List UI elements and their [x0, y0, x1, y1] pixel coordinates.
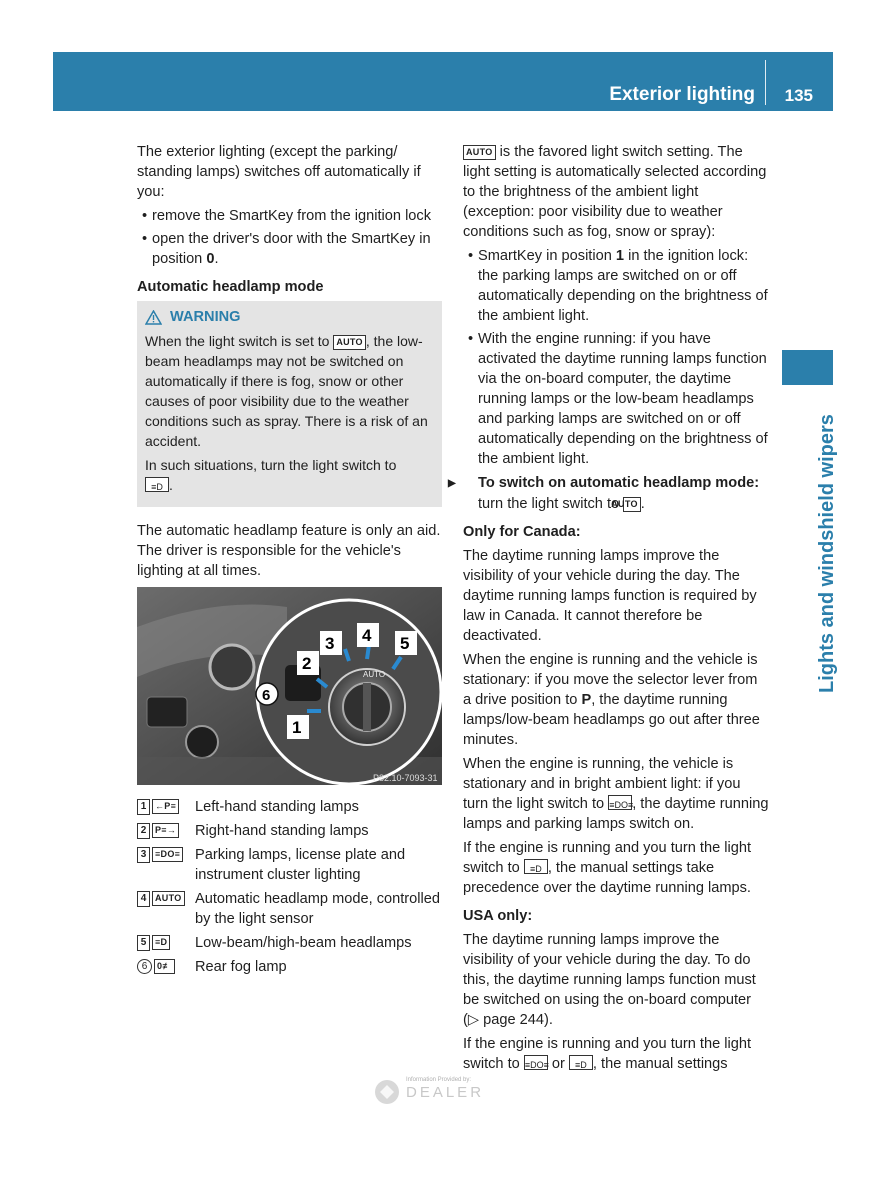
low-beam-symbol-icon: ≡D: [569, 1055, 593, 1070]
paragraph: The daytime running lamps improve the visibility of your vehicle during the day. The daytime running lamps function is required by law in Canada. It cannot therefore be deactivated.: [463, 548, 757, 644]
rear-fog-lamp-icon: 0≢: [154, 959, 175, 974]
svg-text:Information Provided by:: Information Provided by:: [406, 1077, 472, 1083]
svg-text:3: 3: [325, 634, 335, 653]
warning-triangle-icon: [145, 310, 162, 325]
light-switch-figure: [137, 587, 442, 785]
page-number: 135: [784, 86, 813, 105]
low-beam-symbol-icon: ≡D: [524, 859, 548, 874]
svg-text:AUTO: AUTO: [363, 670, 386, 679]
paragraph: When the engine is running and the vehicle is stationary: if you move the selector lever from a drive position to P, the daytime running lamps/low-beam headlamps go out after three minutes.: [463, 652, 760, 748]
section-title: Exterior lighting: [609, 84, 755, 105]
light-switch-photo: [137, 587, 442, 785]
auto-symbol-icon: AUTO: [152, 891, 185, 906]
svg-text:DEALER: DEALER: [406, 1084, 485, 1101]
low-beam-symbol-icon: ≡D: [145, 477, 169, 492]
right-standing-lamp-icon: P≡→: [152, 823, 179, 838]
parking-lamp-icon: ≡DO≡: [524, 1055, 548, 1070]
legend-item: 3 ≡DO≡ Parking lamps, license plate and instrument cluster lighting: [137, 845, 442, 885]
warning-header: WARNING: [145, 307, 434, 327]
auto-symbol-icon: AUTO: [463, 145, 496, 160]
legend-item: 1 ←P≡ Left-hand standing lamps: [137, 797, 442, 817]
left-standing-lamp-icon: ←P≡: [152, 799, 179, 814]
parking-lamp-icon: ≡DO≡: [152, 847, 183, 862]
chapter-label: Lights and windshield wipers: [816, 414, 838, 693]
warning-text: When the light switch is set to AUTO , the low-beam headlamps may not be switched on automatically if there is fog, snow or other causes of poor visibility due to the weather conditions such as spray. There is a risk of an accident.: [145, 333, 428, 449]
section-heading: USA only:: [463, 908, 533, 924]
parking-lamp-icon: ≡DO≡: [608, 795, 632, 810]
right-column: [463, 142, 769, 1078]
legend-item: 6 0≢ Rear fog lamp: [137, 957, 442, 977]
warning-box: [137, 301, 442, 507]
paragraph: If the engine is running and you turn the light switch to ≡DO≡ or ≡D , the manual settings: [463, 1036, 752, 1072]
svg-text:4: 4: [362, 626, 372, 645]
warning-text: In such situations, turn the light switch to ≡D .: [145, 457, 397, 493]
paragraph: When the engine is running, the vehicle is stationary and in bright ambient light: if you turn the light switch to ≡DO≡ , the daytime running lamps and parking lamps switch on.: [463, 756, 769, 832]
paragraph: The daytime running lamps improve the visibility of your vehicle during the day. To do this, the daytime running lamps function must be switched on using the on-board computer (▷ page 244).: [463, 932, 756, 1028]
auto-symbol-icon: AUTO: [623, 497, 641, 512]
page-header: [53, 52, 833, 111]
legend-item: 2 P≡→ Right-hand standing lamps: [137, 821, 442, 841]
auto-symbol-icon: AUTO: [333, 335, 366, 350]
svg-text:6: 6: [262, 687, 271, 704]
aid-paragraph: The automatic headlamp feature is only an aid. The driver is responsible for the vehicle's lighting at all times.: [137, 523, 441, 579]
svg-text:P82.10-7093-31: P82.10-7093-31: [373, 773, 438, 783]
section-heading: Only for Canada:: [463, 524, 581, 540]
dealer-watermark: [372, 1072, 512, 1106]
header-divider: [765, 60, 766, 105]
svg-text:2: 2: [302, 654, 312, 673]
svg-text:1: 1: [292, 718, 302, 737]
paragraph: If the engine is running and you turn the light switch to ≡D , the manual settings take precedence over the daytime running lamps.: [463, 840, 752, 896]
low-beam-symbol-icon: ≡D: [152, 935, 170, 950]
legend-item: 5 ≡D Low-beam/high-beam headlamps: [137, 933, 442, 953]
svg-text:5: 5: [400, 634, 410, 653]
bullet-item: • SmartKey in position 1 in the ignition lock: the parking lamps are switched on or off automatically depending on the brightness of the ambient light.: [463, 246, 769, 326]
paragraph: AUTO is the favored light switch setting. The light setting is automatically selected according to the brightness of the ambient light (exception: poor visibility due to weather conditions such as fog, snow or spray):: [463, 144, 767, 240]
bullet-item: • open the driver's door with the SmartKey in position 0.: [137, 229, 442, 269]
instruction-step: ▶ To switch on automatic headlamp mode: turn the light switch to AUTO .: [463, 473, 769, 514]
left-column: [137, 142, 442, 981]
bullet-item: • With the engine running: if you have activated the daytime running lamps function via the on-board computer, the daytime running lamps or the low-beam headlamps and parking lamps are switched on or off automatically depending on the brightness of the ambient light.: [463, 329, 769, 469]
chapter-tab: [782, 350, 833, 385]
figure-legend: [137, 797, 442, 977]
section-heading: Automatic headlamp mode: [137, 279, 324, 295]
legend-item: 4 AUTO Automatic headlamp mode, controlled by the light sensor: [137, 889, 442, 929]
bullet-item: • remove the SmartKey from the ignition lock: [137, 206, 442, 226]
intro-paragraph: The exterior lighting (except the parking/ standing lamps) switches off automatically if you:: [137, 144, 421, 200]
